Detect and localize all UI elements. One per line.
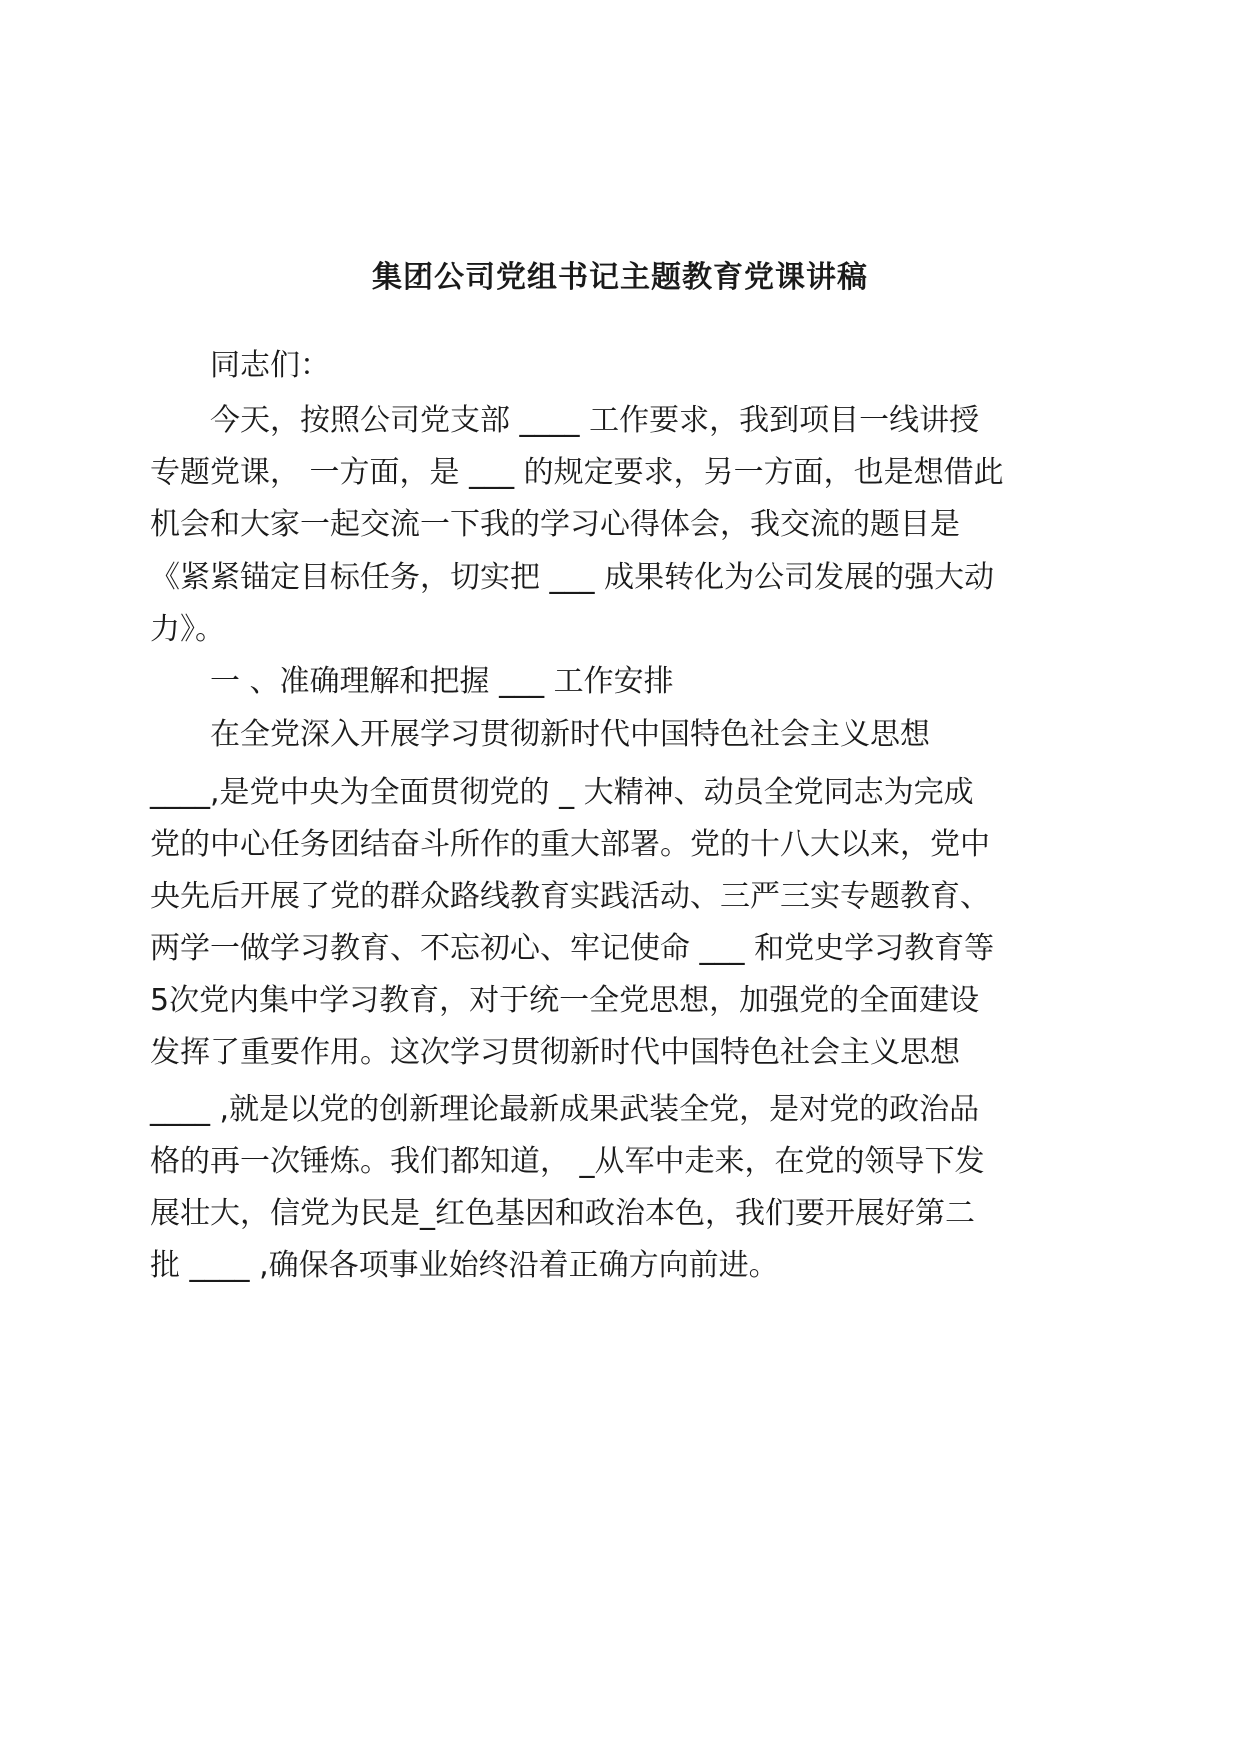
body-line-7: 发挥了重要作用。这次学习贯彻新时代中国特色社会主义思想	[150, 1035, 960, 1070]
body-line-11: 批 ____ ,确保各项事业始终沿着正确方向前进。	[150, 1248, 779, 1283]
intro-line-5: 力》。	[150, 612, 225, 647]
document-title: 集团公司党组书记主题教育党课讲稿	[372, 260, 868, 295]
body-line-9: 格的再一次锤炼。我们都知道， _从军中走来，在党的领导下发	[150, 1144, 985, 1179]
body-line-4: 央先后开展了党的群众路线教育实践活动、三严三实专题教育、	[150, 879, 990, 914]
intro-line-1: 今天，按照公司党支部 ____ 工作要求，我到项目一线讲授	[210, 403, 980, 438]
section-heading: 一 、准确理解和把握 ___ 工作安排	[210, 664, 674, 699]
body-line-6: 5次党内集中学习教育，对于统一全党思想，加强党的全面建设	[150, 983, 980, 1018]
body-line-3: 党的中心任务团结奋斗所作的重大部署。党的十八大以来，党中	[150, 827, 990, 862]
body-line-1: 在全党深入开展学习贯彻新时代中国特色社会主义思想	[210, 717, 930, 752]
body-line-5: 两学一做学习教育、不忘初心、牢记使命 ___ 和党史学习教育等	[150, 931, 995, 966]
body-line-2: ____,是党中央为全面贯彻党的 _ 大精神、动员全党同志为完成	[150, 775, 974, 810]
salutation: 同志们：	[210, 348, 330, 383]
intro-line-2: 专题党课， 一方面，是 ___ 的规定要求，另一方面，也是想借此	[150, 455, 1004, 490]
intro-line-3: 机会和大家一起交流一下我的学习心得体会，我交流的题目是	[150, 507, 960, 542]
body-line-10: 展壮大，信党为民是_红色基因和政治本色，我们要开展好第二	[150, 1196, 975, 1231]
intro-line-4: 《紧紧锚定目标任务，切实把 ___ 成果转化为公司发展的强大动	[150, 560, 995, 595]
body-line-8: ____ ,就是以党的创新理论最新成果武装全党，是对党的政治品	[150, 1092, 980, 1127]
